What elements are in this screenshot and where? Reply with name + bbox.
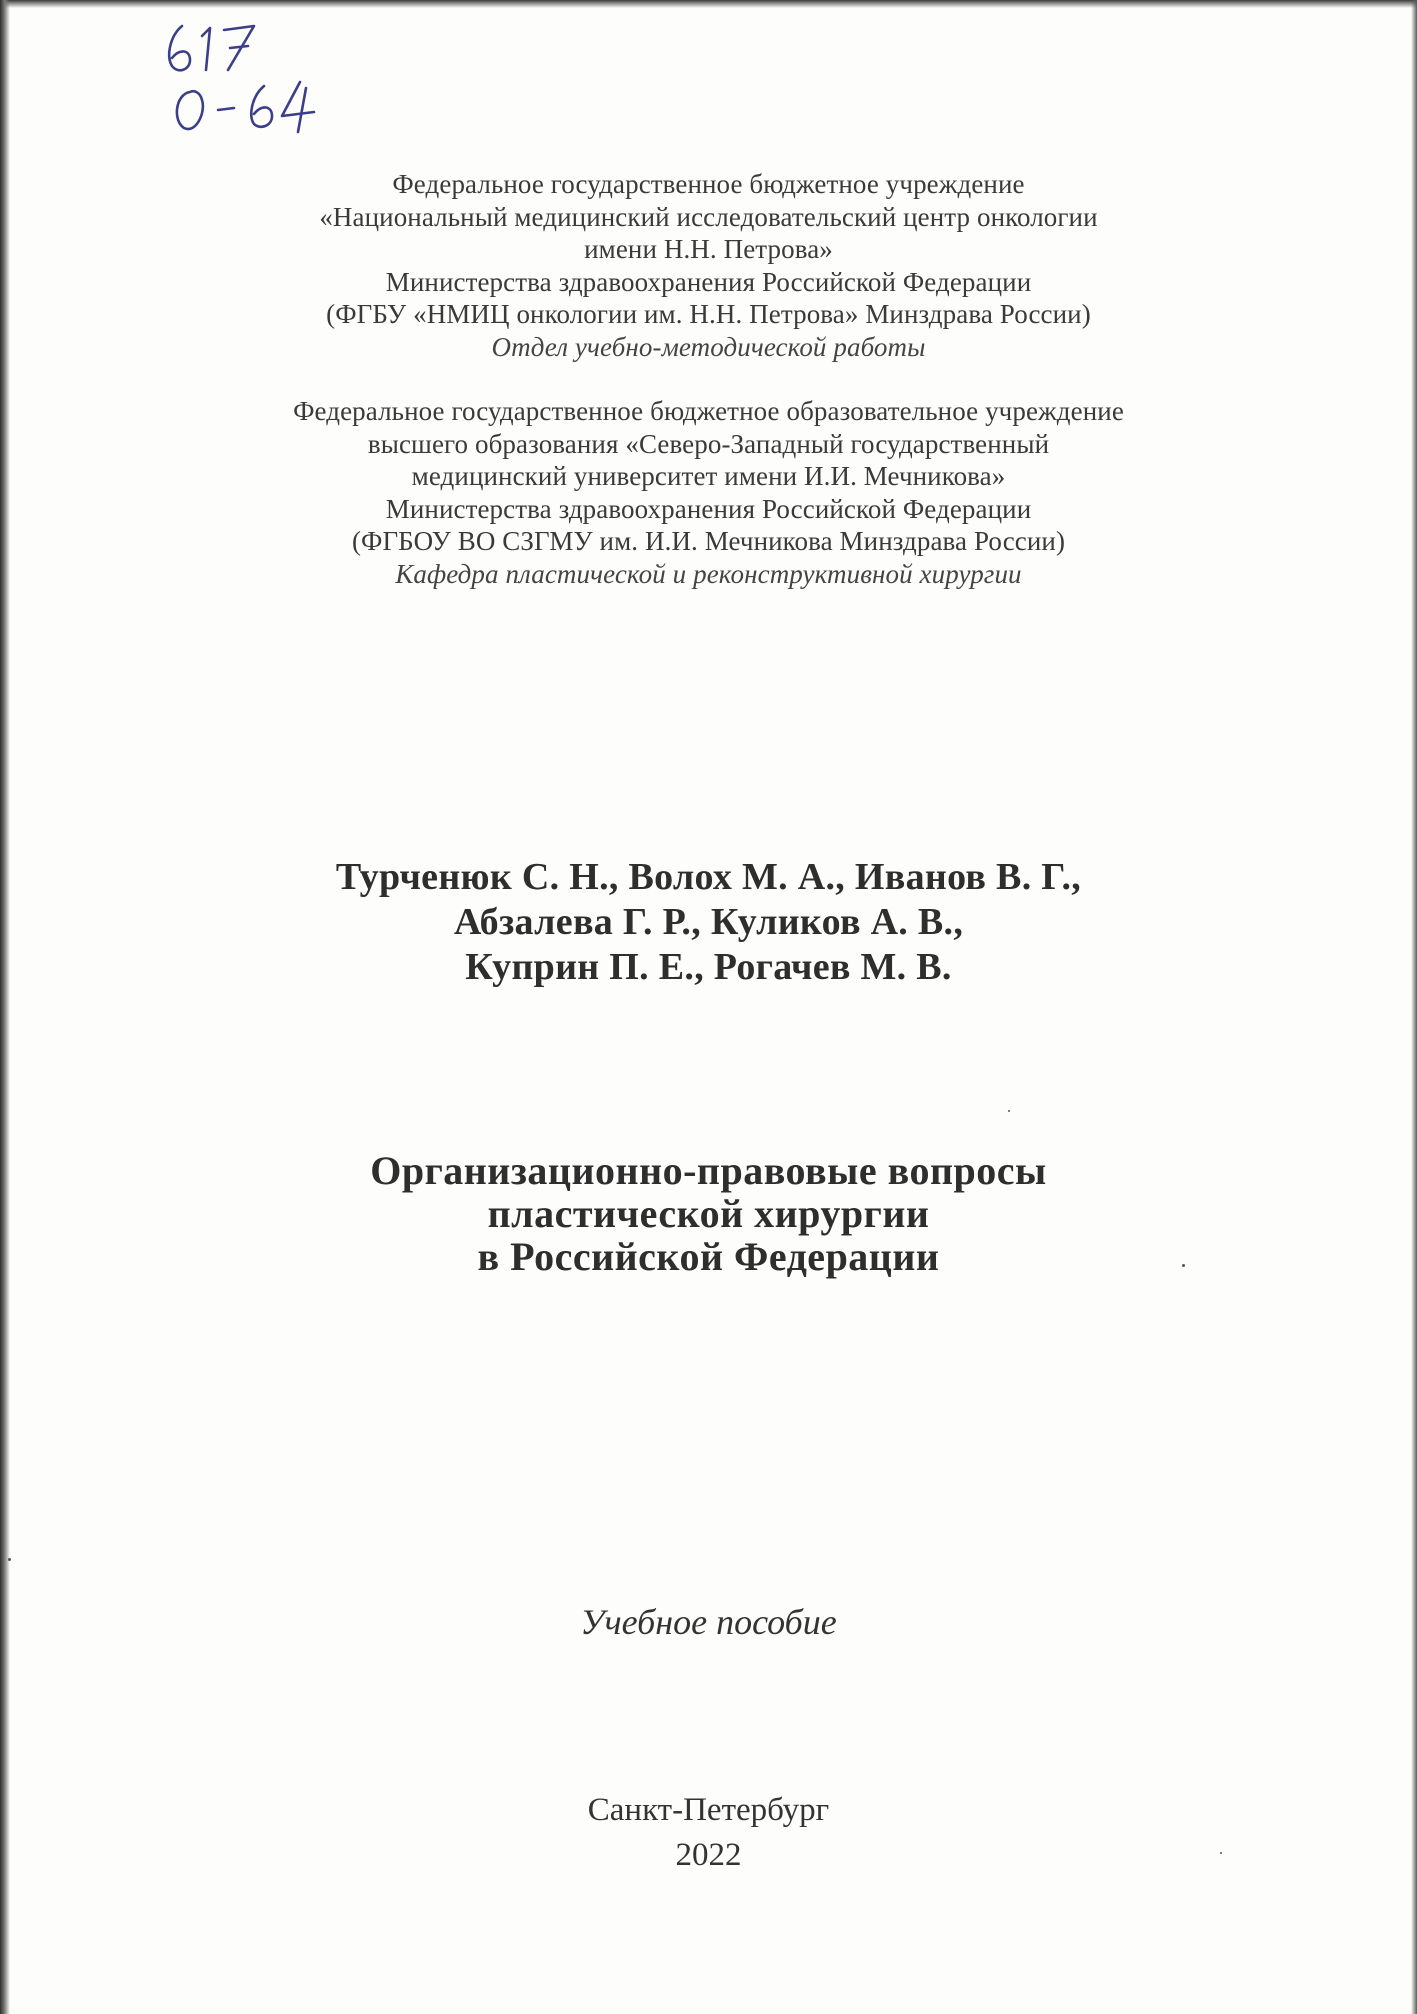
institution-1-line: Федеральное государственное бюджетное учреждение [392,169,1025,199]
institution-2-department: Кафедра пластической и реконструктивной хирургии [395,558,1022,589]
book-title-line: в Российской Федерации [477,1234,940,1279]
authors-line: Куприн П. Е., Рогачев М. В. [465,946,952,988]
handwritten-shelf-mark [158,8,358,138]
institution-1-line: Министерства здравоохранения Российской Федерации [385,266,1032,297]
imprint-city: Санкт-Петербург [587,1792,830,1828]
institution-2-line: Министерства здравоохранения Российской Федерации [385,493,1032,524]
authors-line: Абзалева Г. Р., Куликов А. В., [453,901,964,943]
scan-edge-top [0,0,1417,8]
institution-1-department: Отдел учебно-методической работы [491,331,926,362]
institution-2-line: медицинский университет имени И.И. Мечникова» [411,461,1006,491]
institution-1-line: имени Н.Н. Петрова» [584,234,833,264]
institution-2-line: высшего образования «Северо-Западный государственный [367,428,1050,459]
institution-1-line: «Национальный медицинский исследовательский центр онкологии [319,201,1098,232]
authors [0,855,1417,990]
imprint-year: 2022 [675,1837,742,1873]
institution-1 [0,168,1417,363]
imprint [0,1788,1417,1878]
book-title-line: пластической хирургии [487,1191,930,1236]
authors-line: Турченюк С. Н., Волох М. А., Иванов В. Г., [335,856,1082,898]
scan-speck [1182,1264,1185,1267]
institution-1-line: (ФГБУ «НМИЦ онкологии им. Н.Н. Петрова» Минздрава России) [326,299,1091,329]
institution-2 [0,395,1417,590]
scan-speck [1008,1110,1010,1112]
institution-2-line: (ФГБОУ ВО СЗГМУ им. И.И. Мечникова Минздрава России) [351,526,1066,556]
institution-2-line: Федеральное государственное бюджетное образовательное учреждение [293,396,1124,426]
book-title [0,1149,1417,1278]
document-type: Учебное пособие [580,1602,837,1642]
handwritten-shelf-mark-drawing [158,8,358,138]
book-title-line: Организационно-правовые вопросы [370,1148,1047,1193]
scan-speck [8,1558,11,1561]
scan-speck [1220,1852,1222,1854]
